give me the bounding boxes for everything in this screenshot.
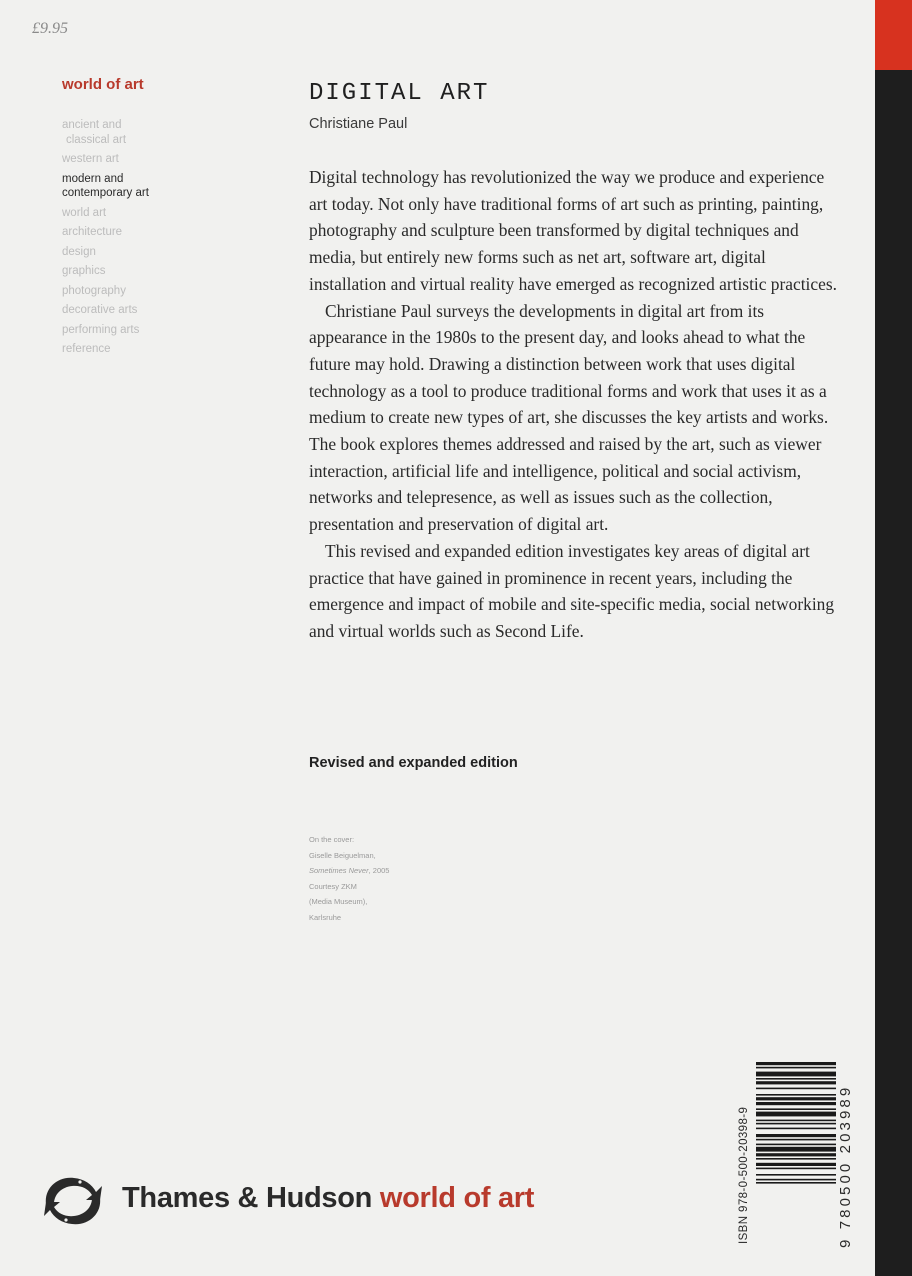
series-category-item: western art bbox=[62, 153, 119, 165]
isbn-label: ISBN 978-0-500-20398-9 bbox=[738, 1106, 750, 1244]
series-category-item: decorative arts bbox=[62, 304, 138, 316]
series-category-item: photography bbox=[62, 284, 126, 297]
book-title: DIGITAL ART bbox=[309, 80, 490, 107]
price: £9.95 bbox=[32, 20, 68, 37]
barcode-digits: 9 780500 203989 bbox=[837, 1084, 854, 1248]
series-category-item: performing arts bbox=[62, 323, 140, 336]
cover-credit-line: (Media Museum), bbox=[309, 897, 368, 907]
series-category-item: ancient and classical art bbox=[62, 119, 127, 146]
series-category-item: reference bbox=[62, 343, 111, 355]
spine-black-band bbox=[875, 70, 912, 1276]
blurb-paragraph: Digital technology has revolutionized the way we produce and experience art today. Not only have traditional forms of art such as printing, painting, photography and sculpture been transformed by digital techniques and media, but entirely new forms such as net art, software art, digital installation and virtual reality have emerged as recognized artistic practices. bbox=[309, 167, 837, 294]
edition-note: Revised and expanded edition bbox=[309, 755, 518, 771]
isbn-barcode bbox=[738, 1058, 854, 1248]
series-category-item: graphics bbox=[62, 265, 106, 277]
series-category-item: design bbox=[62, 245, 96, 258]
book-author: Christiane Paul bbox=[309, 116, 408, 132]
cover-credit-line: Giselle Beiguelman, bbox=[309, 850, 376, 860]
series-category-item-active: modern and contemporary art bbox=[62, 172, 149, 199]
spine-red-band bbox=[875, 0, 912, 70]
series-category-item: world art bbox=[62, 206, 107, 219]
series-category-item: architecture bbox=[62, 226, 123, 238]
blurb-paragraph: This revised and expanded edition investigates key areas of digital art practice that have gained in prominence in recent years, including the emergence and impact of mobile and site-specific media, social networking and virtual worlds such as Second Life. bbox=[309, 540, 835, 641]
barcode-bars bbox=[756, 1062, 836, 1242]
cover-credit bbox=[309, 832, 389, 926]
series-title: world of art bbox=[62, 76, 144, 93]
cover-credit-line: Karlsruhe bbox=[309, 912, 342, 922]
publisher-imprint bbox=[40, 1170, 640, 1232]
cover-credit-line: Courtesy ZKM bbox=[309, 881, 357, 891]
blurb-paragraph: Christiane Paul surveys the developments in digital art from its appearance in the 1980s to the present day, and looks ahead to what the future may hold. Drawing a distinction between work that uses digital technology as a tool to produce traditional forms and work that uses it as a medium to create new types of art, she discusses the key artists and works. The book explores themes addressed and raised by the art, such as viewer interaction, artificial life and intelligence, political and social activism, networks and telepresence, as well as issues such as the collection, presentation and preservation of digital art. bbox=[309, 300, 829, 535]
cover-credit-line: Sometimes Never, 2005 bbox=[309, 866, 390, 876]
blurb bbox=[309, 164, 844, 645]
cover-credit-line: On the cover: bbox=[309, 835, 355, 844]
series-category-list bbox=[62, 118, 262, 362]
dolphins-logo-icon bbox=[40, 1170, 106, 1232]
publisher-name: Thames & Hudson world of art bbox=[122, 1182, 535, 1214]
